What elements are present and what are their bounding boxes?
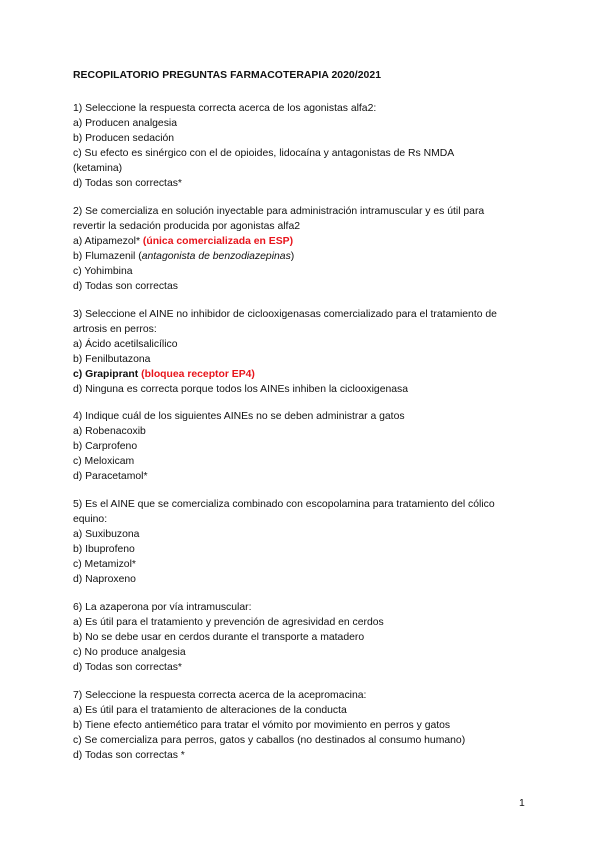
- option-c-text: c) Grapiprant: [73, 369, 139, 380]
- question-text: 4) Indique cuál de los siguientes AINEs no se deben administrar a gatos: [73, 411, 405, 422]
- option-a: a) Robenacoxib: [73, 426, 146, 437]
- option-b-text: b) Flumazenil (: [73, 251, 142, 262]
- question-text: 7) Seleccione la respuesta correcta acerca de la acepromacina:: [73, 690, 367, 701]
- question-text-continued: revertir la sedación producida por agonistas alfa2: [73, 221, 300, 232]
- option-b: b) Ibuprofeno: [73, 544, 135, 555]
- option-d: d) Naproxeno: [73, 574, 136, 585]
- option-c-continued: (ketamina): [73, 163, 123, 174]
- option-d: d) Todas son correctas*: [73, 662, 182, 673]
- question-5: [73, 497, 543, 587]
- question-4: [73, 409, 543, 484]
- option-c: c) Metamizol*: [73, 559, 136, 570]
- option-d: d) Todas son correctas *: [73, 750, 185, 761]
- question-text: 2) Se comercializa en solución inyectable para administración intramuscular y es útil para: [73, 206, 485, 217]
- option-c: c) No produce analgesia: [73, 647, 186, 658]
- option-d: d) Paracetamol*: [73, 471, 148, 482]
- question-text: 3) Seleccione el AINE no inhibidor de ciclooxigenasas comercializado para el tratamiento de: [73, 309, 497, 320]
- question-text-continued: equino:: [73, 514, 108, 525]
- option-a: a) Suxibuzona: [73, 529, 140, 540]
- option-b: b) Producen sedación: [73, 133, 175, 144]
- option-a: a) Es útil para el tratamiento y prevención de agresividad en cerdos: [73, 617, 384, 628]
- question-2: [73, 204, 543, 294]
- option-b: b) No se debe usar en cerdos durante el transporte a matadero: [73, 632, 365, 643]
- question-text: 1) Seleccione la respuesta correcta acerca de los agonistas alfa2:: [73, 103, 377, 114]
- question-3: [73, 307, 543, 397]
- option-d: d) Todas son correctas*: [73, 178, 182, 189]
- option-a-note: (única comercializada en ESP): [142, 236, 294, 247]
- question-text: 6) La azaperona por vía intramuscular:: [73, 602, 252, 613]
- option-a: [73, 234, 543, 249]
- option-b-close: ): [290, 251, 295, 262]
- option-b: b) Carprofeno: [73, 441, 138, 452]
- option-b: b) Tiene efecto antiemético para tratar el vómito por movimiento en perros y gatos: [73, 720, 451, 731]
- option-d: d) Ninguna es correcta porque todos los AINEs inhiben la ciclooxigenasa: [73, 384, 409, 395]
- option-a: a) Es útil para el tratamiento de alteraciones de la conducta: [73, 705, 347, 716]
- option-a-text: a) Atipamezol*: [73, 236, 140, 247]
- option-a: a) Ácido acetilsalicílico: [73, 339, 178, 350]
- question-6: [73, 600, 543, 675]
- option-c: [73, 367, 543, 382]
- option-c: c) Yohimbina: [73, 266, 133, 277]
- option-c: c) Se comercializa para perros, gatos y caballos (no destinados al consumo humano): [73, 735, 466, 746]
- option-b: [73, 249, 543, 264]
- page-number: 1: [519, 798, 525, 809]
- question-text-continued: artrosis en perros:: [73, 324, 157, 335]
- question-text: 5) Es el AINE que se comercializa combinado con escopolamina para tratamiento del cólico: [73, 499, 495, 510]
- option-d: d) Todas son correctas: [73, 281, 178, 292]
- question-1: [73, 101, 543, 191]
- option-c: c) Meloxicam: [73, 456, 135, 467]
- option-c: c) Su efecto es sinérgico con el de opioides, lidocaína y antagonistas de Rs NMDA: [73, 148, 455, 159]
- option-b-note: antagonista de benzodiazepinas: [141, 251, 291, 262]
- option-a: a) Producen analgesia: [73, 118, 177, 129]
- option-c-note: (bloquea receptor EP4): [141, 369, 255, 380]
- option-b: b) Fenilbutazona: [73, 354, 151, 365]
- document-title: RECOPILATORIO PREGUNTAS FARMACOTERAPIA 2020/2021: [73, 70, 382, 81]
- question-7: [73, 688, 543, 763]
